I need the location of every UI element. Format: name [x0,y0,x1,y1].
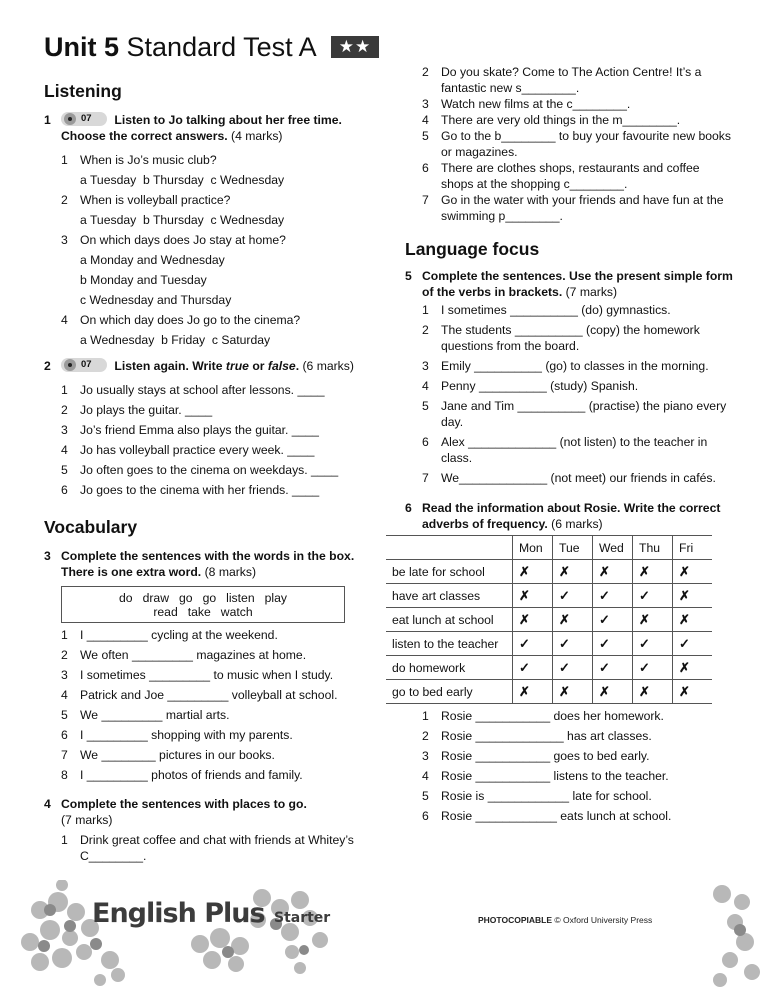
audio-cd-icon[interactable]: 07 [61,358,107,372]
fill-in-item[interactable]: 6 There are clothes shops, restaurants and coffee shops at the shopping c________. [422,161,700,191]
exercise-1-questions [44,152,364,352]
exercise-1-instruction: 1 07 Listen to Jo talking about her free time. Choose the correct answers. (4 marks) [44,113,342,143]
word: draw [142,591,170,605]
mark-icon: ✗ [633,608,673,632]
true-false-item[interactable]: 1 Jo usually stays at school after lessons. ____ [61,383,325,397]
fill-in-item[interactable]: 3 I sometimes _________ to music when I study. [61,668,334,682]
fill-in-item[interactable]: 4 There are very old things in the m________. [422,113,681,127]
mark-icon: ✗ [513,608,553,632]
fill-in-item[interactable]: 5 Go to the b________ to buy your favourite new books or magazines. [422,129,731,159]
mark-icon: ✓ [553,656,593,680]
mark-icon: ✗ [673,656,713,680]
mark-icon: ✓ [553,632,593,656]
fill-in-item[interactable]: 2 We often _________ magazines at home. [61,648,307,662]
table-row: do homework ✓ ✓ ✓ ✓ ✗ [386,656,712,680]
fill-in-item[interactable]: 7 Go in the water with your friends and have fun at the swimming p________. [422,193,724,223]
word-box [61,586,345,623]
answer-option[interactable]: c Wednesday and Thursday [80,293,232,307]
exercise-4-items-continued [405,64,735,224]
difficulty-stars-badge: ★★ [331,36,379,58]
fill-in-item[interactable]: 2 The students __________ (copy) the homework questions from the board. [422,323,700,353]
section-heading-listening: Listening [44,81,122,101]
answer-option[interactable]: a Monday and Wednesday [80,253,225,267]
mark-icon: ✗ [513,680,553,704]
word: listen [226,591,255,605]
mark-icon: ✗ [673,560,713,584]
fill-in-item[interactable]: 1 Rosie ___________ does her homework. [422,709,664,723]
mark-icon: ✓ [513,656,553,680]
true-false-item[interactable]: 5 Jo often goes to the cinema on weekdays. ____ [61,463,339,477]
fill-in-item[interactable]: 5 Jane and Tim __________ (practise) the piano every day. [422,399,727,429]
question: 3 On which days does Jo stay at home? [61,233,286,247]
fill-in-item[interactable]: 6 I _________ shopping with my parents. [61,728,293,742]
true-false-item[interactable]: 2 Jo plays the guitar. ____ [61,403,213,417]
fill-in-item[interactable]: 1 Drink great coffee and chat with friends at Whitey’s C________. [61,833,354,863]
section-heading-vocabulary: Vocabulary [44,517,138,537]
mark-icon: ✗ [513,584,553,608]
day-header: Tue [553,536,593,560]
exercise-4-instruction: 4 Complete the sentences with places to go. (7 marks) [44,797,307,827]
table-header-row [386,536,712,560]
answer-options[interactable]: a Tuesday b Thursday c Wednesday [80,213,285,227]
mark-icon: ✗ [553,608,593,632]
brand-logo: English Plus Starter [92,898,331,929]
mark-icon: ✗ [633,560,673,584]
fill-in-item[interactable]: 5 Rosie is ____________ late for school. [422,789,652,803]
word: take [187,605,211,619]
mark-icon: ✗ [553,560,593,584]
table-row: have art classes ✗ ✓ ✓ ✓ ✗ [386,584,712,608]
fill-in-item[interactable]: 2 Do you skate? Come to The Action Centre! It’s a fantastic new s________. [422,65,702,95]
exercise-6-items [405,708,735,828]
exercise-2-items [44,382,364,502]
answer-option[interactable]: b Monday and Tuesday [80,273,207,287]
mark-icon: ✗ [593,680,633,704]
mark-icon: ✓ [553,584,593,608]
rosie-frequency-table [386,535,712,704]
mark-icon: ✓ [633,584,673,608]
mark-icon: ✗ [673,608,713,632]
audio-cd-icon[interactable]: 07 [61,112,107,126]
mark-icon: ✗ [513,560,553,584]
page-title [44,30,379,64]
mark-icon: ✗ [633,680,673,704]
mark-icon: ✓ [673,632,713,656]
word: go [202,591,217,605]
word: go [179,591,193,605]
day-header: Thu [633,536,673,560]
test-title: Standard Test A [126,32,316,62]
exercise-6-instruction: 6 Read the information about Rosie. Write the correct adverbs of frequency. (6 marks) [405,501,721,531]
fill-in-item[interactable]: 6 Alex _____________ (not listen) to the teacher in class. [422,435,708,465]
fill-in-item[interactable]: 6 Rosie ____________ eats lunch at school. [422,809,672,823]
table-row: listen to the teacher ✓ ✓ ✓ ✓ ✓ [386,632,712,656]
mark-icon: ✗ [593,560,633,584]
answer-options[interactable]: a Wednesday b Friday c Saturday [80,333,271,347]
fill-in-item[interactable]: 1 I sometimes __________ (do) gymnastics. [422,303,671,317]
question: 1 When is Jo’s music club? [61,153,217,167]
fill-in-item[interactable]: 1 I _________ cycling at the weekend. [61,628,278,642]
fill-in-item[interactable]: 7 We ________ pictures in our books. [61,748,275,762]
fill-in-item[interactable]: 4 Rosie ___________ listens to the teacher. [422,769,669,783]
table-row: go to bed early ✗ ✗ ✗ ✗ ✗ [386,680,712,704]
fill-in-item[interactable]: 5 We _________ martial arts. [61,708,230,722]
fill-in-item[interactable]: 3 Rosie ___________ goes to bed early. [422,749,650,763]
mark-icon: ✓ [593,584,633,608]
word: read [153,605,178,619]
fill-in-item[interactable]: 8 I _________ photos of friends and family. [61,768,303,782]
fill-in-item[interactable]: 4 Penny __________ (study) Spanish. [422,379,639,393]
mark-icon: ✗ [673,584,713,608]
fill-in-item[interactable]: 2 Rosie _____________ has art classes. [422,729,652,743]
question: 2 When is volleyball practice? [61,193,231,207]
exercise-3-items [44,627,364,787]
exercise-5-items [405,302,735,486]
exercise-3-instruction: 3 Complete the sentences with the words in the box. There is one extra word. (8 marks) [44,549,355,579]
left-column [44,80,364,864]
unit-label: Unit 5 [44,32,120,62]
true-false-item[interactable]: 4 Jo has volleyball practice every week. ____ [61,443,315,457]
mark-icon: ✓ [633,656,673,680]
true-false-item[interactable]: 3 Jo’s friend Emma also plays the guitar. ____ [61,423,319,437]
copyright-notice: PHOTOCOPIABLE © Oxford University Press [478,915,653,925]
mark-icon: ✓ [593,632,633,656]
mark-icon: ✓ [513,632,553,656]
exercise-2-instruction: 2 07 Listen again. Write true or false. (6 marks) [44,359,354,373]
day-header: Mon [513,536,553,560]
word: do [119,591,133,605]
fill-in-item[interactable]: 7 We_____________ (not meet) our friends in cafés. [422,471,716,485]
table-row: eat lunch at school ✗ ✗ ✓ ✗ ✗ [386,608,712,632]
section-heading-language-focus: Language focus [405,239,540,259]
fill-in-item[interactable]: 3 Watch new films at the c________. [422,97,631,111]
mark-icon: ✓ [593,656,633,680]
question: 4 On which day does Jo go to the cinema? [61,313,301,327]
word: watch [220,605,253,619]
word: play [264,591,287,605]
right-column [392,64,735,828]
day-header: Wed [593,536,633,560]
mark-icon: ✗ [673,680,713,704]
fill-in-item[interactable]: 3 Emily __________ (go) to classes in the morning. [422,359,709,373]
mark-icon: ✓ [633,632,673,656]
mark-icon: ✗ [553,680,593,704]
fill-in-item[interactable]: 4 Patrick and Joe _________ volleyball at school. [61,688,338,702]
true-false-item[interactable]: 6 Jo goes to the cinema with her friends. ____ [61,483,320,497]
footer-banner [0,880,768,994]
answer-options[interactable]: a Tuesday b Thursday c Wednesday [80,173,285,187]
table-row: be late for school ✗ ✗ ✗ ✗ ✗ [386,560,712,584]
exercise-5-instruction: 5 Complete the sentences. Use the present simple form of the verbs in brackets. (7 marks) [405,269,733,299]
mark-icon: ✓ [593,608,633,632]
day-header: Fri [673,536,713,560]
